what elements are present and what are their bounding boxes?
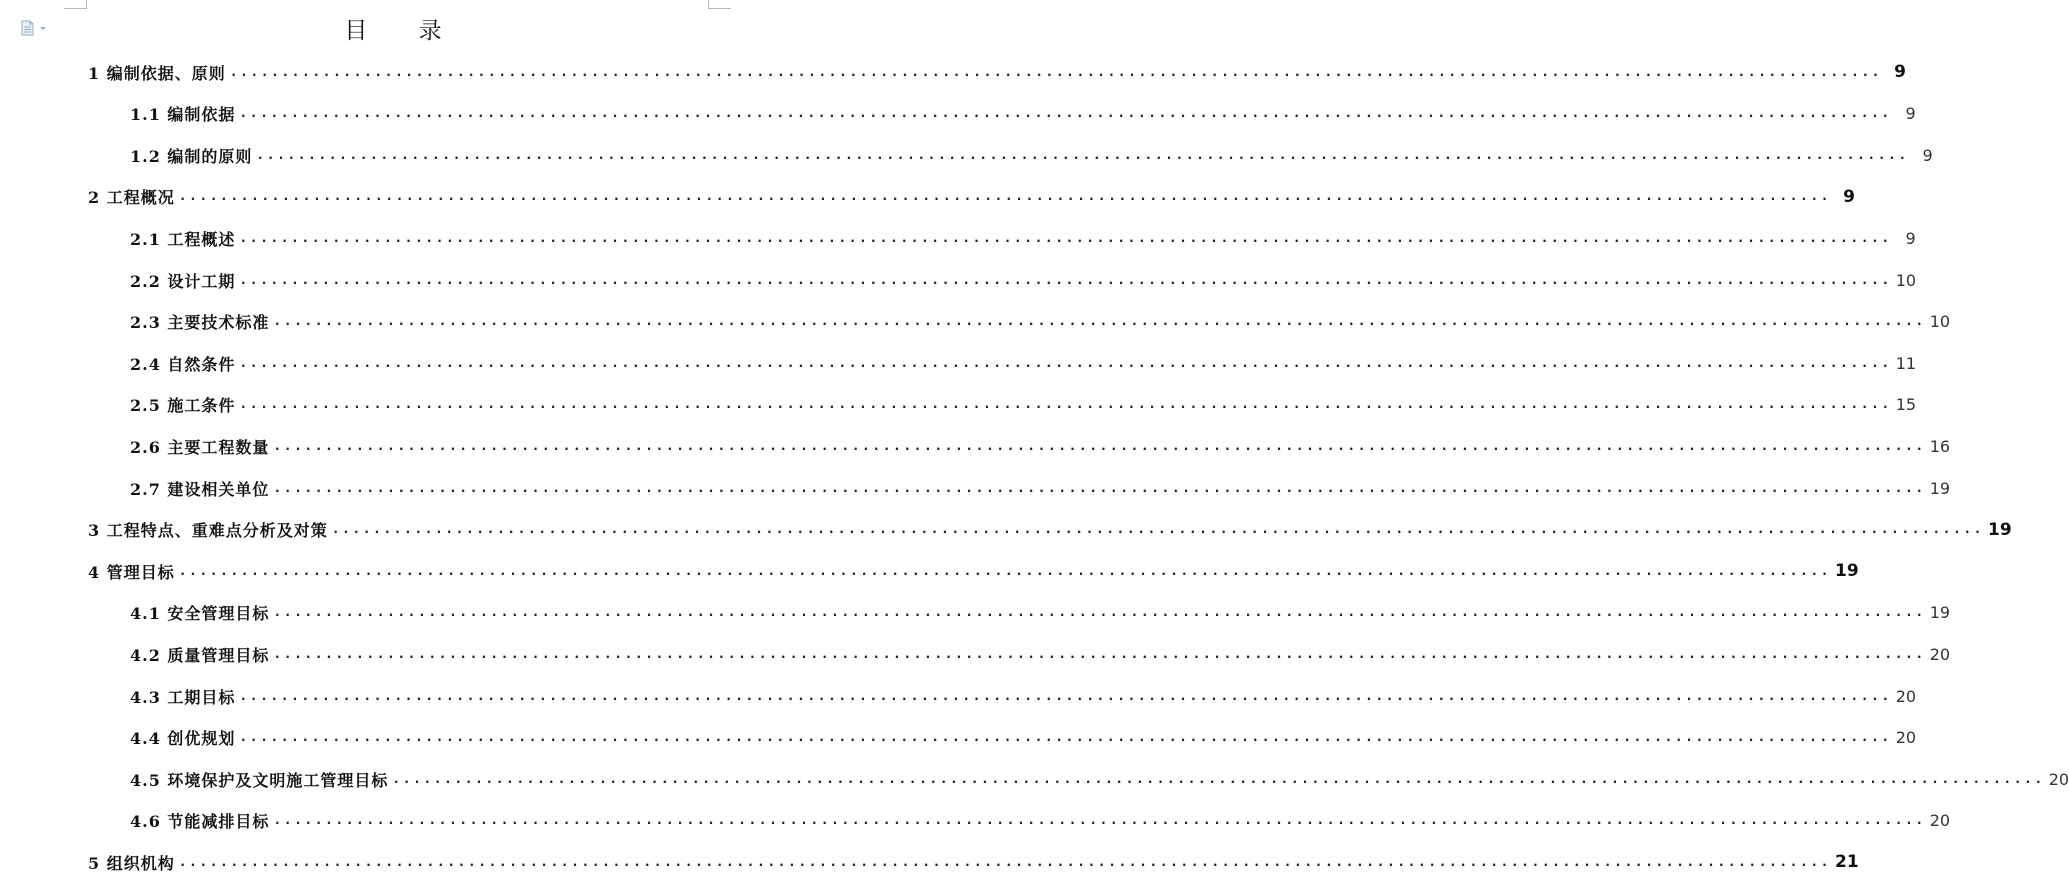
toc-entry-text: 1 编制依据、原则 bbox=[88, 63, 226, 83]
toc-leader-dots: ................................................................................................................................................................ bbox=[239, 355, 1892, 371]
toc-leader-dots: ................................................................................................................................................................ bbox=[239, 688, 1892, 704]
toc-page-number: 9 bbox=[1843, 186, 1855, 207]
toc-leader-dots: ................................................................................................................................................................ bbox=[239, 106, 1892, 122]
toc-entry-text: 1.2 编制的原则 bbox=[130, 146, 253, 166]
toc-entry-text: 4.5 环境保护及文明施工管理目标 bbox=[130, 770, 389, 790]
toc-leader-dots: ................................................................................................................................................................ bbox=[239, 230, 1892, 246]
toc-entry[interactable] bbox=[130, 267, 1917, 293]
toc-leader-dots: ................................................................................................................................................................ bbox=[178, 189, 1831, 205]
toc-entry[interactable] bbox=[130, 641, 1951, 667]
toc-leader-dots: ................................................................................................................................................................ bbox=[273, 480, 1926, 496]
toc-leader-dots: ................................................................................................................................................................ bbox=[256, 147, 1909, 163]
toc-entry-text: 4.1 安全管理目标 bbox=[130, 604, 270, 624]
toc-page-number: 10 bbox=[1929, 312, 1951, 332]
toc-leader-dots: ................................................................................................................................................................ bbox=[178, 563, 1831, 579]
toc-page-number: 11 bbox=[1895, 353, 1917, 373]
toc-page-number: 19 bbox=[1987, 519, 2012, 540]
toc-entry-text: 2.2 设计工期 bbox=[130, 271, 236, 291]
toc-leader-dots: ................................................................................................................................................................ bbox=[239, 730, 1892, 746]
toc-entry-text: 2.5 施工条件 bbox=[130, 396, 236, 416]
toc-page-number: 21 bbox=[1834, 852, 1859, 873]
toc-leader-dots: ................................................................................................................................................................ bbox=[239, 397, 1892, 413]
toc-page-number: 15 bbox=[1895, 395, 1917, 415]
toc-leader-dots: ................................................................................................................................................................ bbox=[273, 605, 1926, 621]
toc-leader-dots: ................................................................................................................................................................ bbox=[273, 314, 1926, 330]
toc-entry[interactable] bbox=[130, 600, 1951, 626]
toc-page-number: 9 bbox=[1922, 145, 1933, 165]
toc-entry-text: 4 管理目标 bbox=[88, 562, 175, 582]
toc-entry-text: 5 组织机构 bbox=[88, 853, 175, 873]
toc-leader-dots: ................................................................................................................................................................ bbox=[178, 854, 1831, 870]
toc-entry[interactable] bbox=[88, 558, 1859, 584]
toc-entry-text: 4.4 创优规划 bbox=[130, 729, 236, 749]
toc-leader-dots: ................................................................................................................................................................ bbox=[331, 522, 1984, 538]
toc-entry[interactable] bbox=[130, 350, 1917, 376]
toc-entry-text: 2.4 自然条件 bbox=[130, 354, 236, 374]
toc-entry-text: 3 工程特点、重难点分析及对策 bbox=[88, 521, 328, 541]
toc-title: 目 录 bbox=[344, 18, 464, 44]
toc-page-number: 19 bbox=[1834, 561, 1859, 582]
toc-leader-dots: ................................................................................................................................................................ bbox=[239, 272, 1892, 288]
toc-entry[interactable] bbox=[130, 225, 1916, 251]
toc-entry[interactable] bbox=[88, 849, 1859, 875]
toc-entry-text: 2.6 主要工程数量 bbox=[130, 437, 270, 457]
toc-entry[interactable] bbox=[130, 101, 1916, 127]
toc-entry-text: 4.2 质量管理目标 bbox=[130, 645, 270, 665]
toc-leader-dots: ................................................................................................................................................................ bbox=[273, 813, 1926, 829]
toc-page-number: 19 bbox=[1929, 603, 1951, 623]
toc-page-number: 19 bbox=[1929, 478, 1951, 498]
toc-entry[interactable] bbox=[88, 184, 1855, 210]
toc-page-number: 20 bbox=[1929, 644, 1951, 664]
toc-entry[interactable] bbox=[88, 517, 2012, 543]
toc-entry-text: 2 工程概况 bbox=[88, 188, 175, 208]
toc-leader-dots: ................................................................................................................................................................ bbox=[273, 438, 1926, 454]
toc-entry[interactable] bbox=[130, 475, 1951, 501]
toc-page-number: 20 bbox=[1895, 686, 1917, 706]
toc-entry[interactable] bbox=[130, 683, 1917, 709]
toc-leader-dots: ................................................................................................................................................................ bbox=[273, 646, 1926, 662]
toc-page-number: 9 bbox=[1905, 104, 1916, 124]
toc-entry[interactable] bbox=[130, 392, 1917, 418]
toc-page-number: 20 bbox=[1929, 811, 1951, 831]
toc-entry-text: 4.3 工期目标 bbox=[130, 687, 236, 707]
toc-page-number: 9 bbox=[1894, 62, 1906, 82]
toc-entry-text: 1.1 编制依据 bbox=[130, 105, 236, 125]
toc-entry[interactable] bbox=[130, 142, 1933, 168]
toc-entry[interactable] bbox=[130, 433, 1951, 459]
toc-page-number: 16 bbox=[1929, 436, 1951, 456]
toc-page-number: 20 bbox=[1895, 728, 1917, 748]
toc-entry[interactable] bbox=[88, 59, 1906, 85]
toc-entry-text: 2.1 工程概述 bbox=[130, 229, 236, 249]
toc-entry[interactable] bbox=[130, 766, 2069, 792]
toc-entry-text: 2.7 建设相关单位 bbox=[130, 479, 270, 499]
toc-page-number: 10 bbox=[1895, 270, 1917, 290]
toc-page-number: 9 bbox=[1905, 228, 1916, 248]
toc-entry[interactable] bbox=[130, 808, 1951, 834]
toc-leader-dots: ................................................................................................................................................................ bbox=[392, 771, 2045, 787]
toc-page-number: 20 bbox=[2048, 769, 2069, 789]
toc-entry[interactable] bbox=[130, 309, 1951, 335]
toc-entry[interactable] bbox=[130, 725, 1917, 751]
toc-leader-dots: ................................................................................................................................................................ bbox=[229, 64, 1882, 80]
toc-entry-text: 2.3 主要技术标准 bbox=[130, 313, 270, 333]
toc-entry-text: 4.6 节能减排目标 bbox=[130, 812, 270, 832]
